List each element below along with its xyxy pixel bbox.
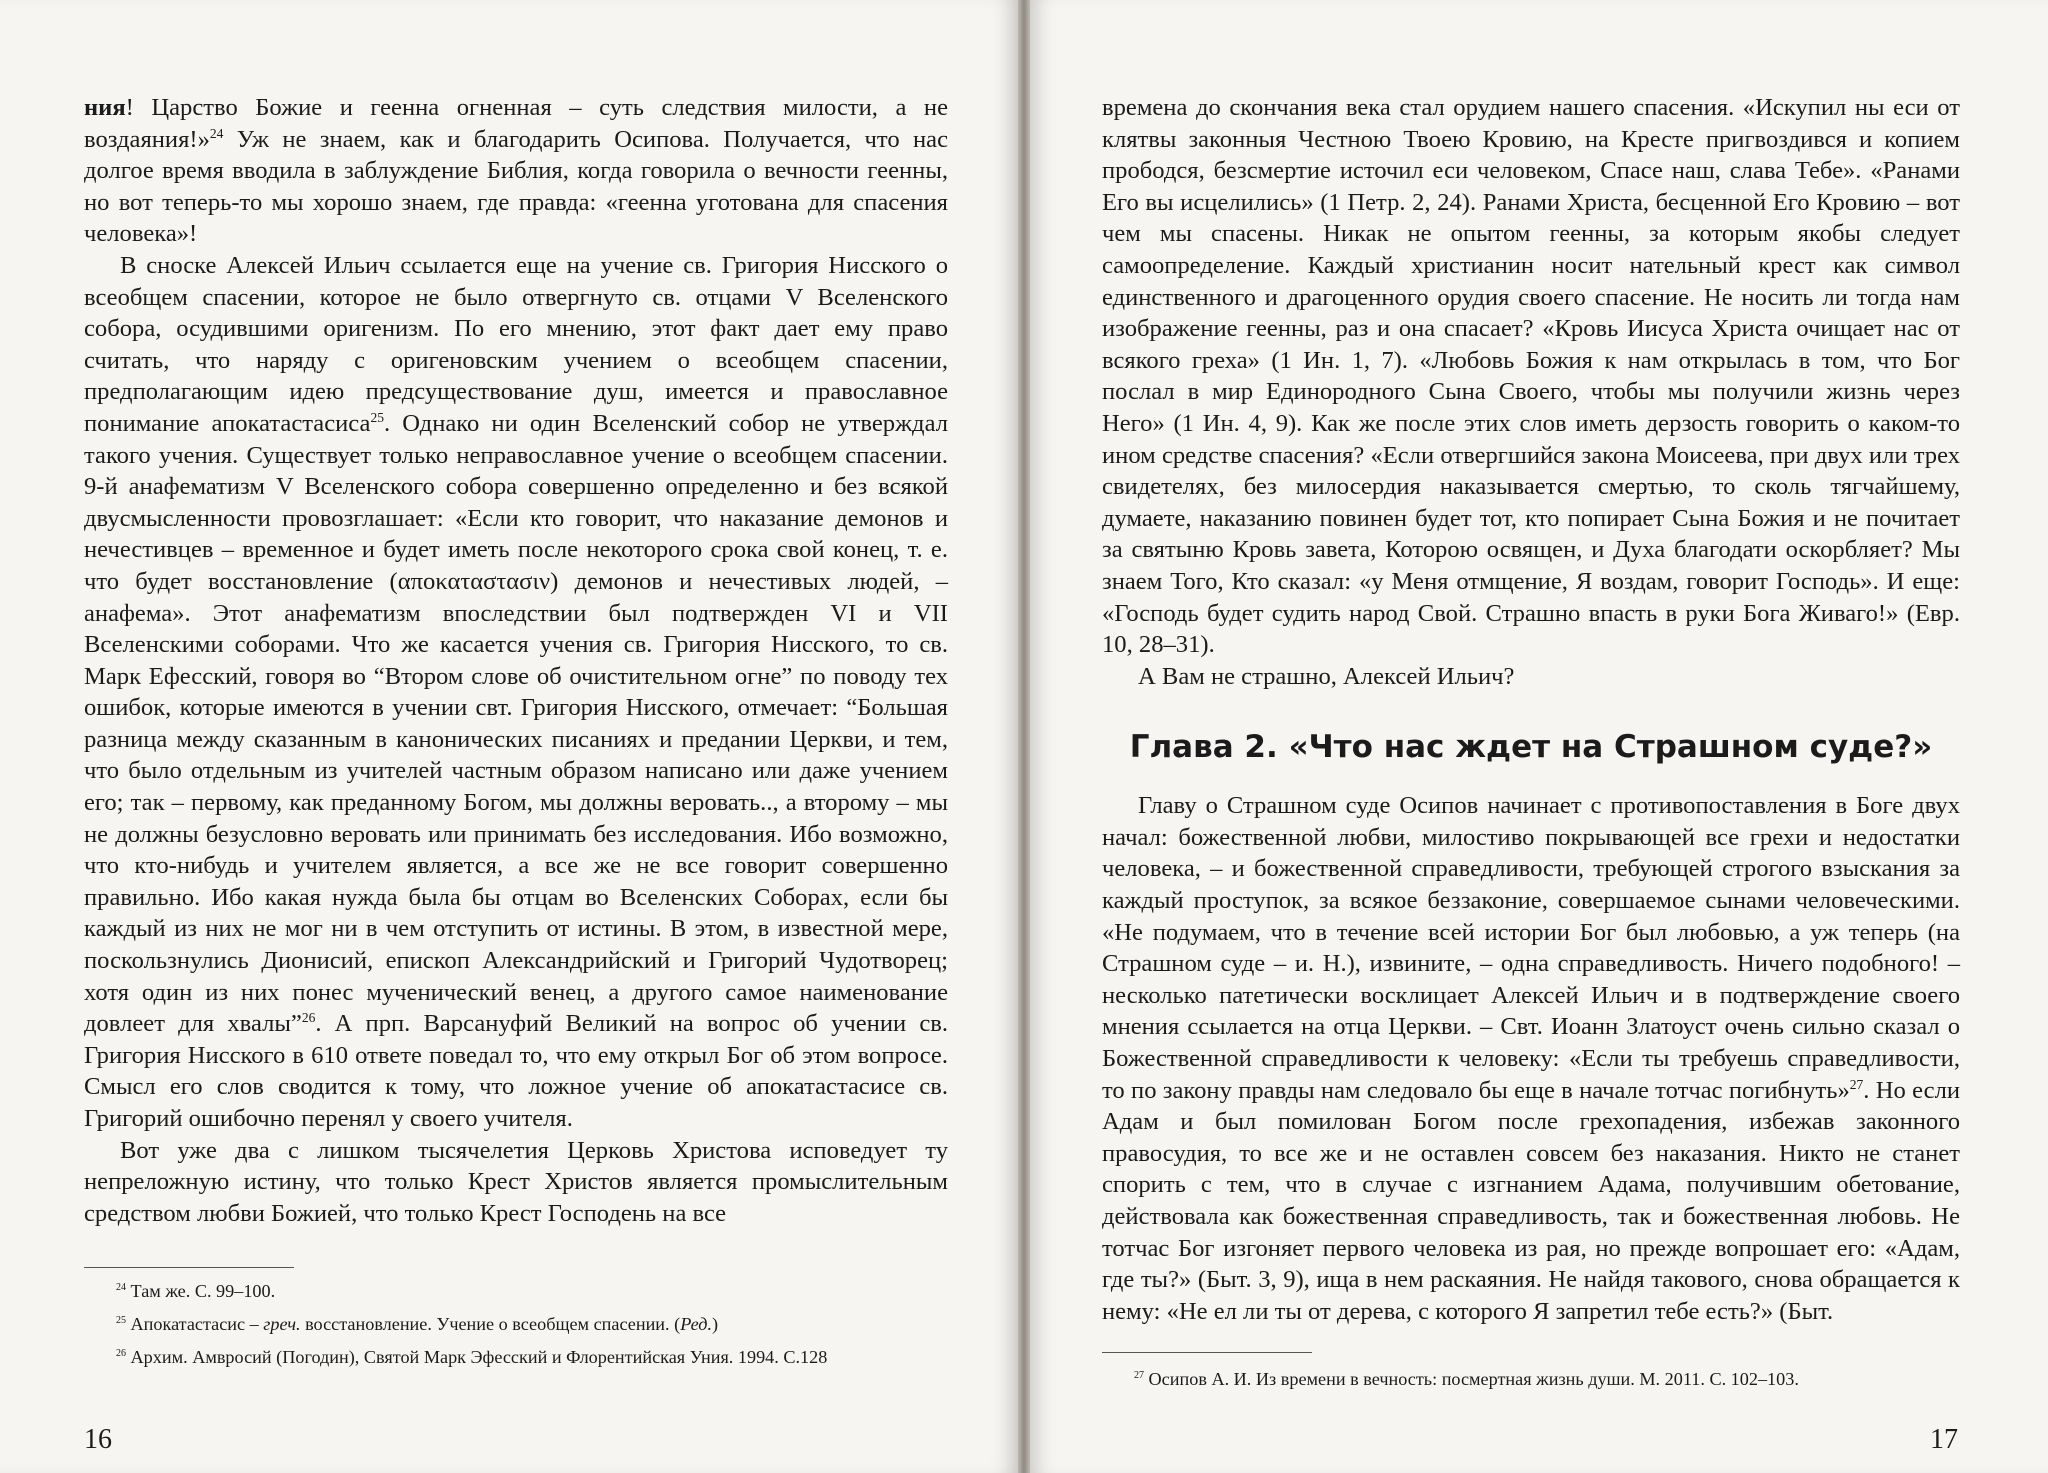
paragraph-text: . А прп. Варсануфий Великий на вопрос об учении св. Григория Нисского в 610 ответе поведал то, что ему открыл Бог об этом вопросе. Смысл его слов сводится к тому, что ложное учение об апокатастасисе св. Григорий ошибочно перенял у своего учителя. [84, 1010, 948, 1132]
paragraph-text: А Вам не страшно, Алексей Ильич? [1138, 662, 1515, 690]
paragraph [1102, 790, 1960, 1327]
footnote [84, 1311, 948, 1338]
footnote-ref[interactable]: 24 [209, 125, 224, 141]
page-number: 16 [84, 1424, 112, 1455]
paragraph-text: Уж не знаем, как и благодарить Осипова. Получается, что нас долгое время вводила в заблуждение Библия, когда говорила о вечности геенны, но вот теперь-то мы хорошо знаем, где правда: «геенна уготована для спасения человека»! [84, 125, 948, 248]
paragraph-text: Главу о Страшном суде Осипов начинает с противопоставления в Боге двух начал: божественной любви, милостиво покрывающей все грехи и недостатки человека, – и божественной справедливости, требующей строгого взыскания за каждый проступок, за всякое беззаконие, совершаемое сынами человеческими. «Не подумаем, что в течение всей истории Бог был любовью, а уж теперь (на Страшном суде – и. Н.), извините, – одна справедливость. Ничего подобного! – несколько патетически восклицает Алексей Ильич и в подтверждение своего мнения ссылается на отца Церкви. – Свт. Иоанн Златоуст очень сильно сказал о Божественной справедливости к человеку: «Если ты требуешь справедливости, то по закону правды нам следовало бы еще в начале тотчас погибнуть» [1102, 792, 1960, 1104]
right-page-body [1102, 92, 1960, 1327]
footnotes [1102, 1366, 1960, 1399]
footnote-ref[interactable]: 27 [1849, 1076, 1864, 1092]
footnote-text: Там же. С. 99–100. [130, 1281, 276, 1301]
footnote-text: Осипов А. И. Из времени в вечность: посмертная жизнь души. М. 2011. С. 102–103. [1148, 1369, 1799, 1389]
paragraph [84, 92, 948, 250]
paragraph [1102, 661, 1960, 693]
footnote-text: ) [712, 1314, 719, 1334]
footnote-divider [1102, 1352, 1312, 1353]
paragraph-text: времена до скончания века стал орудием нашего спасения. «Искупил ны еси от клятвы законныя Честною Твоею Кровию, на Кресте пригвоздився и копием прободся, безсмертие источил еси человеком, Спасе наш, слава Тебе». «Ранами Его вы исцелились» (1 Петр. 2, 24). Ранами Христа, бесценной Его Кровию – вот чем мы спасены. Никак не опытом геенны, за которым якобы следует самоопределение. Каждый христианин носит нательный крест как символ единственного и драгоценного орудия своего спасение. Не носить ли тогда нам изображение геенны, раз и она спасает? «Кровь Иисуса Христа очищает нас от всякого греха» (1 Ин. 1, 7). «Любовь Божия к нам открылась в том, что Бог послал в мир Единородного Сына Своего, чтобы мы получили жизнь через Него» (1 Ин. 4, 9). Как же после этих слов иметь дерзость говорить о каком-то ином средстве спасения? «Если отвергшийся закона Моисеева, при двух или трех свидетелях, без милосердия наказывается смертью, то сколь тягчайшему, думаете, наказанию повинен будет тот, кто попирает Сына Божия и не почитает за святыню Кровь завета, Которою освящен, и Духа благодати оскорбляет? Мы знаем Того, Кто сказал: «у Меня отмщение, Я воздам, говорит Господь». И еще: «Господь будет судить народ Свой. Страшно впасть в руки Бога Живаго!» (Евр. 10, 28–31). [1102, 94, 1960, 659]
footnote-number: 25 [116, 1314, 126, 1326]
footnote-number: 27 [1134, 1369, 1144, 1381]
page-number: 17 [1930, 1424, 1958, 1455]
footnotes [84, 1278, 948, 1377]
footnote [84, 1278, 948, 1305]
footnote-divider [84, 1267, 294, 1268]
footnote-ref[interactable]: 25 [370, 409, 384, 425]
footnote-number: 26 [116, 1347, 126, 1359]
paragraph [1102, 92, 1960, 661]
chapter-heading: Глава 2. «Что нас ждет на Страшном суде?» [1129, 729, 1933, 766]
paragraph [84, 1135, 948, 1230]
paragraph-text: В сноске Алексей Ильич ссылается еще на учение св. Григория Нисского о всеобщем спасении, которое не было отвергнуто св. отцами V Вселенского собора, осудившими оригенизм. По его мнению, этот факт дает ему право считать, что наряду с оригеновским учением о всеобщем спасении, предполагающим идею предсуществование душ, имеется и православное понимание апокатастасиса [84, 251, 948, 437]
book-gutter [1018, 0, 1030, 1473]
paragraph-text: Вот уже два с лишком тысячелетия Церковь Христова исповедует ту непреложную истину, что только Крест Христов является промыслительным средством любви Божией, что только Крест Господень на все [84, 1136, 948, 1227]
paragraph-text: . Но если Адам и был помилован Богом после грехопадения, избежав законного правосудия, то все же и не оставлен совсем без наказания. Никто не станет спорить с тем, что в случае с изгнанием Адама, получившим обетование, действовала как божественная справедливость, так и божественная любовь. Не тотчас Бог изгоняет первого человека из рая, но прежде вопрошает его: «Адам, где ты?» (Быт. 3, 9), ища в нем раскаяния. Не найдя такового, снова обращается к нему: «Не ел ли ты от дерева, с которого Я запретил тебе есть?» (Быт. [1102, 1076, 1960, 1325]
footnote-text: Апокатастасис – [130, 1314, 264, 1334]
bold-lead: ния [84, 94, 126, 121]
footnote-italic: греч. [263, 1314, 301, 1334]
footnote-italic: Ред. [680, 1314, 713, 1334]
footnote-text: восстановление. Учение о всеобщем спасении. ( [300, 1314, 681, 1334]
footnote [1102, 1366, 1960, 1393]
paragraph [84, 250, 948, 1135]
right-page [1030, 0, 2048, 1473]
left-page [0, 0, 1018, 1473]
paragraph-text: . Однако ни один Вселенский собор не утверждал такого учения. Существует только неправославное учение о всеобщем спасении. 9-й анафематизм V Вселенского собора совершенно определенно и без всякой двусмысленности провозглашает: «Если кто говорит, что наказание демонов и нечестивцев – временное и будет иметь после некоторого срока свой конец, т. е. что будет восстановление (αποκαταστασιν) демонов и нечестивых людей, – анафема». Этот анафематизм впоследствии был подтвержден VI и VII Вселенскими соборами. Что же касается учения св. Григория Нисского, то св. Марк Ефесский, говоря во “Втором слове об очистительном огне” по поводу тех ошибок, которые имеются в учении свт. Григория Нисского, отмечает: “Большая разница между сказанным в канонических писаниях и предании Церкви, и тем, что было отдельным из учителей частным образом написано или даже учением его; так – первому, как преданному Богом, мы должны веровать.., а второму – мы не должны безусловно веровать или принимать без исследования. Ибо возможно, что кто-нибудь и учителем является, а все же не все говорит совершенно правильно. Ибо какая нужда была бы отцам во Вселенских Соборах, если бы каждый из них не мог ни в чем отступить от истины. В этом, в известной мере, поскользнулись Дионисий, епископ Александрийский и Григорий Чудотворец; хотя один из них понес мученический венец, а другого самое наименование довлеет для хвалы” [84, 409, 948, 1038]
footnote-ref[interactable]: 26 [301, 1010, 316, 1026]
footnote-number: 24 [116, 1281, 126, 1293]
footnote [84, 1344, 948, 1371]
footnote-text: Архим. Амвросий (Погодин), Святой Марк Эфесский и Флорентийская Уния. 1994. С.128 [130, 1347, 828, 1367]
left-page-body [84, 92, 948, 1229]
paragraph-text: ! Царство Божие и геенна огненная – суть следствия милости, а не воздаяния!» [84, 94, 948, 153]
